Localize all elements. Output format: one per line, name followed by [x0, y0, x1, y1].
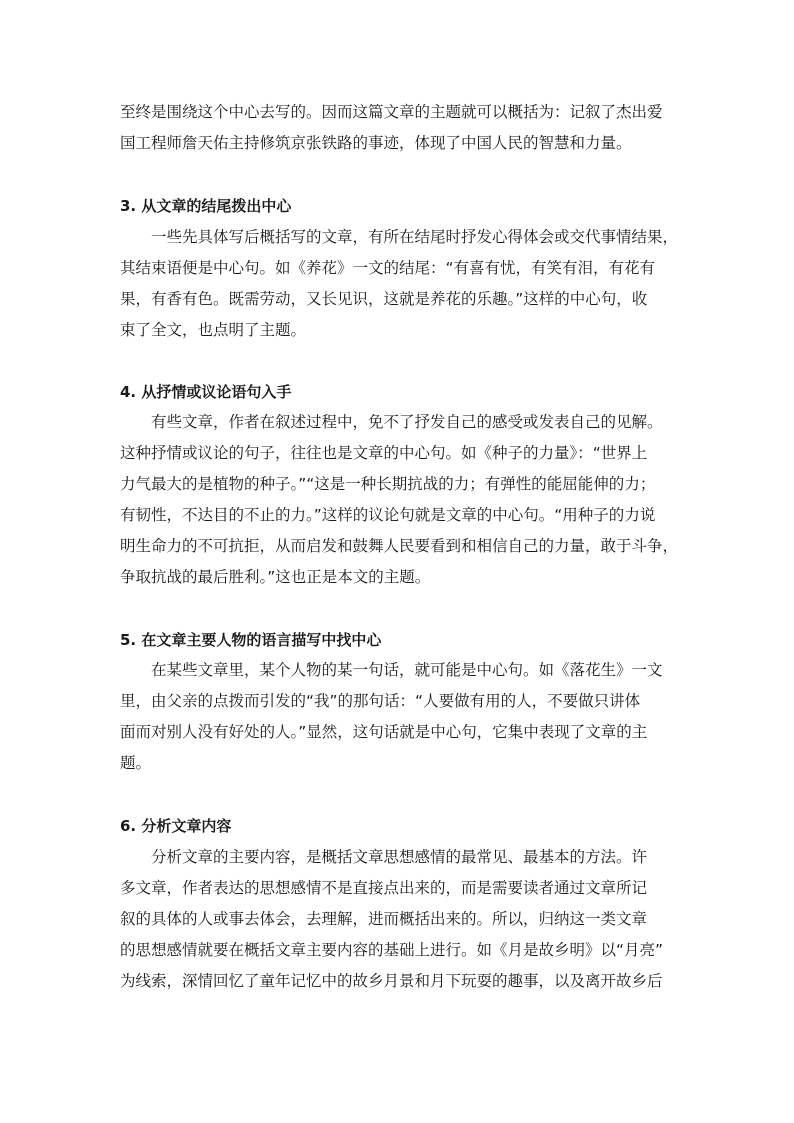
section-heading: 6. 分析文章内容 — [120, 817, 232, 835]
body-line: 一些先具体写后概括写的文章，有所在结尾时抒发心得体会或交代事情结果， — [151, 228, 679, 246]
body-line: 分析文章的主要内容，是概括文章思想感情的最常见、最基本的方法。许 — [151, 848, 648, 866]
body-line: 叙的具体的人或事去体会，去理解，进而概括出来的。所以，归纳这一类文章 — [120, 910, 648, 928]
body-line: 的思想感情就要在概括文章主要内容的基础上进行。如《月是故乡明》以“月亮” — [120, 941, 664, 959]
body-line: 有韧性，不达目的不止的力。”这样的议论句就是文章的中心句。“用种子的力说 — [120, 506, 656, 524]
body-line: 束了全文，也点明了主题。 — [120, 321, 307, 339]
section-heading: 3. 从文章的结尾拨出中心 — [120, 197, 292, 215]
body-line: 多文章，作者表达的思想感情不是直接点出来的，而是需要读者通过文章所记 — [120, 879, 648, 897]
body-line: 其结束语便是中心句。如《养花》一文的结尾：“有喜有忧，有笑有泪，有花有 — [120, 259, 656, 277]
section-heading: 5. 在文章主要人物的语言描写中找中心 — [120, 631, 382, 649]
body-line: 果，有香有色。既需劳动，又长见识，这就是养花的乐趣。”这样的中心句，收 — [120, 290, 648, 308]
body-line: 这种抒情或议论的句子，往往也是文章的中心句。如《种子的力量》：“世界上 — [120, 444, 648, 462]
body-line: 力气最大的是植物的种子。”“这是一种长期抗战的力；有弹性的能屈能伸的力； — [120, 475, 656, 493]
body-line: 有些文章，作者在叙述过程中，免不了抒发自己的感受或发表自己的见解。 — [151, 413, 663, 431]
body-line: 国工程师詹天佑主持修筑京张铁路的事迹，体现了中国人民的智慧和力量。 — [120, 134, 632, 152]
body-line: 在某些文章里，某个人物的某一句话，就可能是中心句。如《落花生》一文 — [151, 661, 663, 679]
section-heading: 4. 从抒情或议论语句入手 — [120, 383, 292, 401]
body-line: 面而对别人没有好处的人。”显然，这句话就是中心句，它集中表现了文章的主 — [120, 723, 648, 741]
body-line: 至终是围绕这个中心去写的。因而这篇文章的主题就可以概括为：记叙了杰出爱 — [120, 103, 663, 121]
body-line: 题。 — [120, 754, 152, 772]
body-line: 里，由父亲的点拨而引发的“我”的那句话：“人要做有用的人，不要做只讲体 — [120, 692, 641, 710]
body-line: 争取抗战的最后胜利。”这也正是本文的主题。 — [120, 568, 431, 586]
body-line: 为线索，深情回忆了童年记忆中的故乡月景和月下玩耍的趣事，以及离开故乡后 — [120, 972, 663, 990]
body-line: 明生命力的不可抗拒，从而启发和鼓舞人民要看到和相信自己的力量，敢于斗争， — [120, 537, 679, 555]
